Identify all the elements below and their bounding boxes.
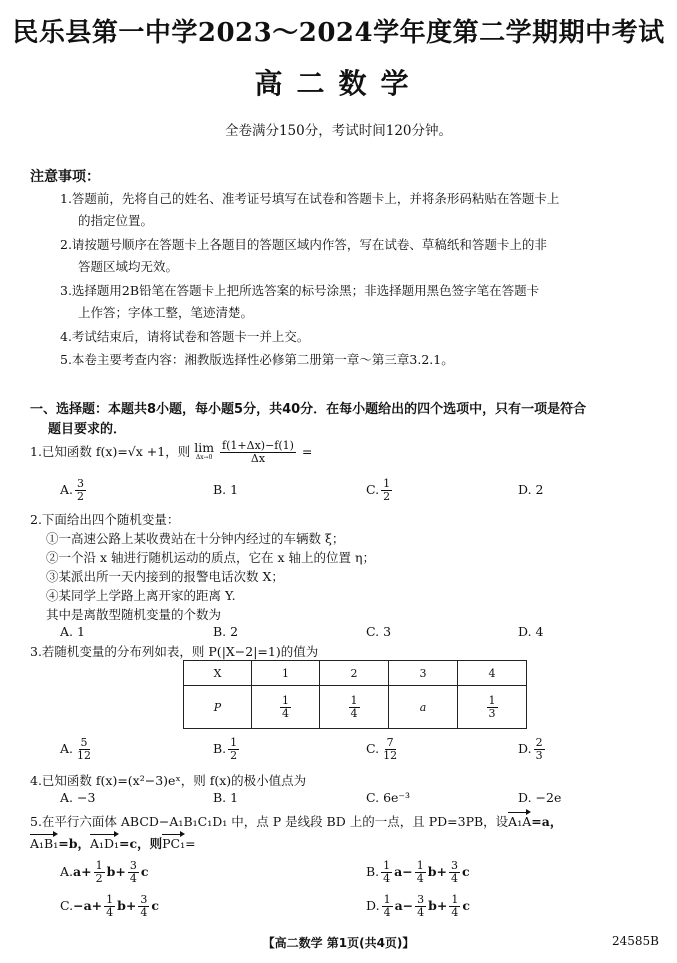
opt-label: D. (366, 898, 380, 913)
q1-option-d: D. 2 (518, 482, 544, 497)
opt-frac (534, 737, 545, 762)
q2-item: ①一高速公路上某收费站在十分钟内经过的车辆数 ξ； (46, 531, 345, 546)
frac-den: Δx (250, 452, 266, 465)
section-heading-cont: 题目要求的． (48, 422, 127, 437)
frac-num: 1 (383, 893, 391, 906)
note-item-cont: 的指定位置。 (78, 213, 154, 228)
q3-option-a (60, 737, 95, 762)
frac-den: 2 (77, 490, 85, 503)
opt-frac (75, 478, 86, 503)
q4-option-d: D. −2e (518, 790, 562, 805)
opt-label: C. (60, 898, 74, 913)
frac-num: f(1+Δx)−f(1) (222, 439, 294, 452)
opt-term: b+ (106, 864, 126, 879)
vector-a1a: A₁A (508, 814, 532, 829)
table-cell: 4 (458, 661, 527, 686)
frac-den: 4 (417, 906, 425, 919)
cell-frac (487, 695, 498, 720)
frac-den: 4 (140, 906, 148, 919)
q1-stem-a: 1.已知函数 f(x)=√x +1，则 (30, 444, 191, 459)
frac-num: 3 (77, 477, 85, 490)
frac-den: 4 (450, 872, 458, 885)
q2-item: ④某同学上学路上离开家的距离 Y. (46, 588, 236, 603)
q2-option-c: C. 3 (366, 624, 392, 639)
frac-den: 2 (383, 490, 391, 503)
cell-frac (280, 695, 291, 720)
distribution-table (183, 660, 527, 729)
q2-option-b: B. 2 (213, 624, 239, 639)
frac-den: 3 (535, 749, 543, 762)
q5-option-c (60, 894, 159, 919)
difference-quotient (220, 440, 296, 465)
frac-num: 3 (450, 859, 458, 872)
q2-option-a: A. 1 (60, 624, 85, 639)
frac-den: 4 (451, 906, 459, 919)
q1-option-b: B. 1 (213, 482, 239, 497)
frac-den: 2 (95, 872, 103, 885)
frac-den: 12 (383, 749, 398, 762)
q5-eq: =c，则 (119, 836, 163, 851)
frac-den: 12 (77, 749, 92, 762)
opt-label: A. (60, 741, 74, 756)
frac-num: 1 (106, 893, 114, 906)
q5-eq: =a， (531, 814, 563, 829)
opt-term: c (151, 898, 159, 913)
opt-term: c (462, 898, 470, 913)
note-item-cont: 上作答；字体工整，笔迹清楚。 (78, 305, 254, 320)
cell-var: a (419, 700, 427, 714)
frac-den: 3 (488, 706, 496, 720)
table-row (184, 661, 527, 686)
table-cell (252, 686, 320, 729)
note-item: 5.本卷主要考查内容：湘教版选择性必修第二册第一章～第三章3.2.1。 (60, 352, 454, 367)
opt-frac (382, 894, 393, 919)
frac-den: 4 (106, 906, 114, 919)
opt-term: a− (394, 864, 413, 879)
opt-frac (381, 478, 392, 503)
frac-num: 1 (282, 693, 289, 707)
opt-frac (415, 860, 426, 885)
frac-num: 1 (488, 693, 496, 707)
frac-num: 3 (129, 859, 137, 872)
frac-den: 2 (230, 749, 238, 762)
note-item-cont: 答题区域均无效。 (78, 259, 179, 274)
q4-option-c: C. 6e⁻³ (366, 790, 411, 805)
q5-eq: = (185, 836, 196, 851)
table-cell: 1 (252, 661, 320, 686)
opt-term: c (461, 864, 470, 879)
question-3-stem: 3.若随机变量的分布列如表，则 P(|X−2|=1)的值为 (30, 644, 319, 659)
q5-stem-text: 5.在平行六面体 ABCD−A₁B₁C₁D₁ 中，点 P 是线段 BD 上的一点，且 PD=3PB，设 (30, 814, 509, 829)
opt-frac (449, 894, 460, 919)
frac-num: 1 (95, 859, 103, 872)
frac-den: 4 (383, 906, 391, 919)
opt-label: B. (213, 741, 227, 756)
table-cell (320, 686, 389, 729)
table-cell: X (184, 661, 252, 686)
q1-stem-b: = (301, 444, 313, 459)
opt-term: b+ (117, 898, 137, 913)
opt-label: A. (60, 864, 74, 879)
opt-frac (449, 860, 460, 885)
frac-den: 4 (383, 872, 391, 885)
q2-item: ②一个沿 x 轴进行随机运动的质点，它在 x 轴上的位置 η； (46, 550, 375, 565)
frac-num: 7 (386, 736, 394, 749)
q5-option-d (366, 894, 470, 919)
q2-item: ③某派出所一天内接到的报警电话次数 X； (46, 569, 284, 584)
opt-term: a+ (73, 864, 92, 879)
frac-num: 1 (451, 893, 459, 906)
notes-heading: 注意事项： (30, 169, 100, 185)
paper-code: 24585B (612, 934, 659, 948)
vector-a1d1: A₁D₁ (89, 836, 120, 851)
question-1-stem (30, 440, 312, 465)
opt-term: a− (394, 898, 414, 913)
opt-label: B. (366, 864, 380, 879)
table-cell: 3 (389, 661, 458, 686)
note-item: 1.答题前，先将自己的姓名、准考证号填写在试卷和答题卡上，并将条形码粘贴在答题卡上 (60, 191, 560, 206)
opt-label: C. (366, 741, 380, 756)
question-2-stem: 2.下面给出四个随机变量： (30, 512, 180, 527)
question-5-stem-cont (30, 834, 196, 852)
lim-sub: Δx→0 (195, 453, 213, 461)
table-cell (389, 686, 458, 729)
frac-num: 3 (140, 893, 148, 906)
opt-frac (381, 860, 392, 885)
note-item: 3.选择题用2B铅笔在答题卡上把所选答案的标号涂黑；非选择题用黑色签字笔在答题卡 (60, 283, 540, 298)
opt-label: C. (366, 482, 380, 497)
lim-text: lim (194, 439, 215, 455)
opt-frac (94, 860, 105, 885)
q1-option-c (366, 478, 394, 503)
frac-num: 2 (535, 736, 543, 749)
opt-term: b+ (427, 864, 447, 879)
frac-num: 3 (417, 893, 425, 906)
opt-term: b+ (428, 898, 448, 913)
question-5-stem (30, 812, 562, 830)
frac-den: 4 (129, 872, 137, 885)
table-cell (458, 686, 527, 729)
frac-den: 4 (282, 706, 289, 720)
q4-option-b: B. 1 (213, 790, 239, 805)
opt-frac (228, 737, 239, 762)
opt-frac (381, 737, 399, 762)
page-footer: 【高二数学 第1页(共4页)】 (262, 936, 415, 950)
p-label: P (213, 700, 222, 714)
opt-label: A. (60, 482, 74, 497)
exam-title: 民乐县第一中学2023～2024学年度第二学期期中考试 (12, 18, 665, 48)
vector-pc1: PC₁ (162, 836, 186, 851)
q5-option-a (60, 860, 148, 885)
vector-a1b1: A₁B₁ (30, 836, 59, 851)
opt-frac (138, 894, 149, 919)
q1-option-a (60, 478, 88, 503)
opt-label: D. (518, 741, 532, 756)
frac-num: 1 (230, 736, 238, 749)
frac-den: 4 (350, 706, 358, 720)
q3-option-b (213, 737, 241, 762)
opt-frac (75, 737, 93, 762)
table-row (184, 686, 527, 729)
opt-term: −a+ (73, 898, 103, 913)
opt-frac (415, 894, 426, 919)
q3-option-d (518, 737, 547, 762)
table-cell: 2 (320, 661, 389, 686)
frac-num: 1 (383, 859, 391, 872)
note-item: 2.请按题号顺序在答题卡上各题目的答题区域内作答，写在试卷、草稿纸和答题卡上的非 (60, 237, 547, 252)
q2-option-d: D. 4 (518, 624, 544, 639)
note-item: 4.考试结束后，请将试卷和答题卡一并上交。 (60, 329, 310, 344)
table-cell (184, 686, 252, 729)
question-4-stem: 4.已知函数 f(x)=(x²−3)eˣ，则 f(x)的极小值点为 (30, 773, 307, 788)
subject-title: 高二数学 (254, 67, 423, 100)
frac-num: 1 (350, 693, 358, 707)
score-time-info: 全卷满分150分，考试时间120分钟。 (224, 123, 453, 139)
q2-tail: 其中是离散型随机变量的个数为 (46, 607, 222, 622)
q5-eq: =b， (58, 836, 90, 851)
frac-den: 4 (416, 872, 424, 885)
opt-frac (104, 894, 115, 919)
frac-num: 1 (383, 477, 391, 490)
limit-operator (194, 439, 215, 463)
q3-option-c (366, 737, 401, 762)
q4-option-a: A. −3 (60, 790, 96, 805)
frac-num: 5 (80, 736, 88, 749)
cell-frac (349, 695, 360, 720)
opt-term: c (140, 864, 149, 879)
q5-option-b (366, 860, 470, 885)
section-heading: 一、选择题：本题共8小题，每小题5分，共40分．在每小题给出的四个选项中，只有一项是符合 (30, 402, 587, 417)
frac-num: 1 (416, 859, 424, 872)
opt-frac (128, 860, 139, 885)
